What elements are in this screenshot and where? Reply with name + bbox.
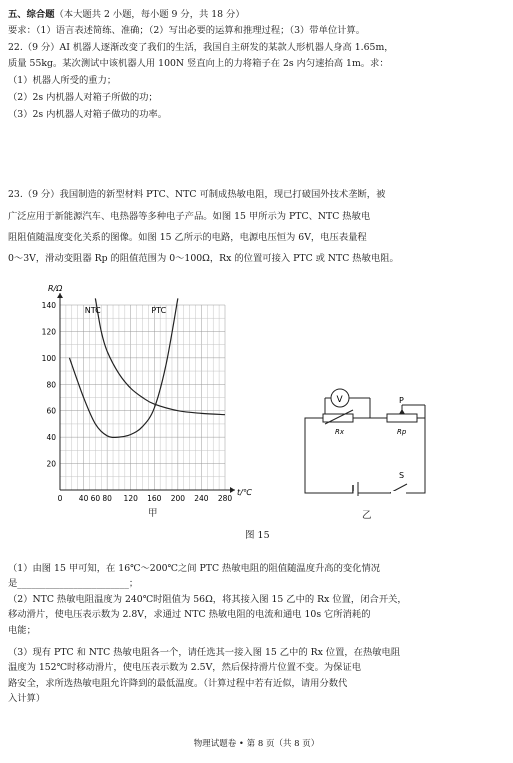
section-heading: 五、综合题	[8, 9, 55, 20]
x-tick-label: 200	[170, 494, 186, 503]
x-axis-label: t/℃	[237, 488, 252, 497]
resistance-temperature-chart	[20, 280, 252, 512]
series-line-ptc	[69, 298, 177, 437]
y-axis-label: R/Ω	[48, 284, 63, 293]
rx-label: Rx	[335, 428, 345, 436]
x-tick-label: 0	[57, 494, 63, 503]
section-heading-row	[8, 8, 245, 21]
y-tick-label: 20	[46, 459, 56, 469]
page-footer: 物理试题卷 • 第 8 页（共 8 页）	[193, 739, 320, 749]
q23-line1: 23.（9 分）我国制造的新型材料 PTC、NTC 可制成热敏电阻，现已打破国外技术垄断，被	[8, 189, 386, 200]
y-tick-label: 120	[41, 327, 56, 337]
q23-q1b: 是________________________；	[8, 578, 139, 589]
y-axis-arrow	[57, 293, 63, 298]
q23-q3d: 入计算）	[8, 693, 46, 704]
y-tick-label: 80	[46, 380, 56, 390]
q22-sub1: （1）机器人所受的重力；	[8, 75, 117, 86]
x-tick-label: 280	[217, 494, 233, 503]
q22-sub2: （2）2s 内机器人对箱子所做的功；	[8, 92, 158, 103]
q23-line3: 阻阻值随温度变化关系的图像。如图 15 乙所示的电路，电源电压恒为 6V，电压表量程	[8, 232, 367, 243]
x-tick-label: 240	[194, 494, 209, 503]
y-tick-label: 140	[41, 301, 56, 310]
q23-q3b: 温度为 152℃时移动滑片，使电压表示数为 2.5V，然后保持滑片位置不变。为保证电	[8, 662, 362, 673]
figure-caption: 图 15	[245, 530, 270, 541]
q23-q3a: （3）现有 PTC 和 NTC 热敏电阻各一个，请任选其一接入图 15 乙中的 Rx 位置，在热敏电阻	[8, 647, 401, 658]
q23-q3c: 路安全，求所选热敏电阻允许降到的最低温度。（计算过程中若有近似，请用分数代	[8, 678, 348, 689]
x-tick-label: 40	[78, 494, 89, 503]
q23-q2a: （2）NTC 热敏电阻温度为 240℃时阻值为 56Ω，将其接入图 15 乙中的 Rx 位置，闭合开关，	[8, 594, 407, 605]
voltmeter-label: V	[336, 395, 343, 405]
figure-yi-label: 乙	[362, 510, 372, 521]
x-tick-label: 60	[90, 494, 101, 503]
rp-label: Rp	[397, 428, 407, 436]
y-tick-label: 60	[46, 406, 56, 416]
q22-line2: 质量 55kg。某次测试中该机器人用 100N 竖直向上的力将箱子在 2s 内匀速抬高 1m。求：	[8, 58, 389, 69]
circuit-diagram	[295, 378, 445, 503]
y-tick-label: 100	[41, 353, 56, 363]
requirements: 要求：（1）语言表述简练、准确；（2）写出必要的运算和推理过程；（3）带单位计算。	[8, 25, 366, 36]
figure-jia-label: 甲	[148, 508, 158, 519]
q23-line2: 广泛应用于新能源汽车、电热器等多种电子产品。如图 15 甲所示为 PTC、NTC 热敏电	[8, 211, 371, 222]
section-note: （本大题共 2 小题，每小题 9 分，共 18 分）	[54, 9, 245, 20]
q23-q2b: 移动滑片，使电压表示数为 2.8V，求通过 NTC 热敏电阻的电流和通电 10s 它所消耗的	[8, 609, 371, 620]
y-tick-label: 40	[46, 433, 56, 443]
series-label-ntc: NTC	[84, 306, 101, 315]
slider-label: P	[399, 396, 404, 405]
switch-label: S	[399, 471, 405, 480]
q23-line4: 0～3V，滑动变阻器 Rp 的阻值范围为 0～100Ω，Rx 的位置可接入 PTC 或 NTC 热敏电阻。	[8, 253, 399, 264]
circuit-wire-loop	[305, 418, 425, 493]
x-axis-arrow	[230, 487, 235, 493]
q23-q2c: 电能；	[8, 625, 36, 636]
q22-line1: 22.（9 分）AI 机器人逐渐改变了我们的生活，我国自主研发的某款人形机器人身高 1.65m，	[8, 42, 394, 53]
x-tick-label: 120	[123, 494, 138, 503]
q23-q1a: （1）由图 15 甲可知，在 16℃～200℃之间 PTC 热敏电阻的阻值随温度升高的变化情况	[8, 563, 381, 574]
q22-sub3: （3）2s 内机器人对箱子做功的功率。	[8, 109, 168, 120]
rheostat-rp-symbol	[387, 414, 417, 422]
chart-labels	[42, 284, 253, 503]
x-tick-label: 80	[102, 494, 112, 503]
x-tick-label: 160	[147, 494, 162, 503]
series-label-ptc: PTC	[151, 306, 167, 315]
